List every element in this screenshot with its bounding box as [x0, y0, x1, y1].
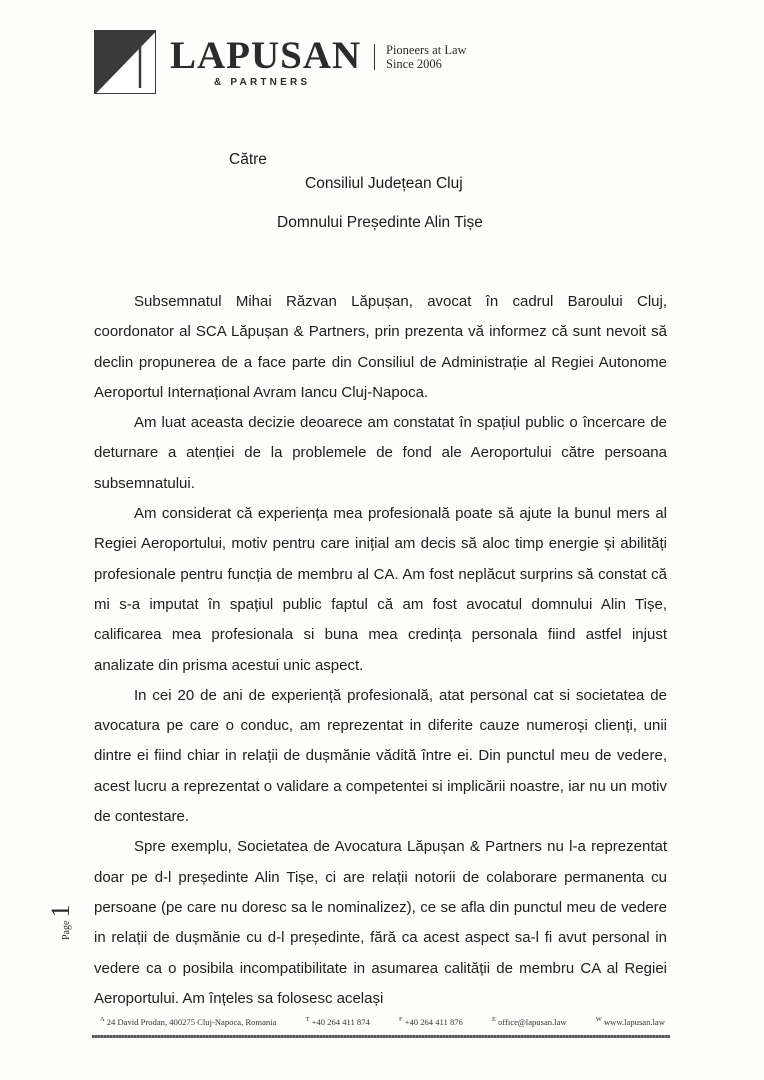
brand-subtitle: & PARTNERS [214, 77, 311, 88]
page-number-label [46, 905, 76, 940]
footer-fax: $^F$ +40 264 411 876 [398, 1016, 463, 1027]
footer-email: $^E$ office@lapusan.law [492, 1016, 567, 1027]
body-paragraph: Am considerat că experiența mea profesională poate să ajute la bunul mers al Regiei Aeroportului, motiv pentru care inițial am decis să aloc timp energie și abilități profesionale pentru funcția de membru al CA. Am fost neplăcut surprins să constat că mi s-a imputat în spațiul public faptul că am fost avocatul domnului Alin Tișe, calificarea mea profesionala si buna mea credința personala fiind astfel injust analizate din prisma acestui unic aspect. [94, 505, 667, 674]
salutation-to: Către [229, 151, 267, 168]
footer-phone: $^T$ +40 264 411 874 [305, 1016, 370, 1027]
tagline-line-2: Since 2006 [386, 57, 442, 71]
body-paragraph: Subsemnatul Mihai Răzvan Lăpușan, avocat în cadrul Baroului Cluj, coordonator al SCA Lăpușan & Partners, prin prezenta vă informez că sunt nevoit să declin propunerea de a face parte din Consiliul de Administrație al Regiei Autonome Aeroportul Internațional Avram Iancu Cluj-Napoca. [94, 293, 667, 401]
tagline-line-1: Pioneers at Law [386, 43, 467, 57]
footer-address: $^A$ 24 David Prodan, 400275 Cluj-Napoca, Romania [100, 1016, 277, 1027]
body-paragraph: In cei 20 de ani de experiență profesională, atat personal cat si societatea de avocatura pe care o conduc, am reprezentat in diferite cauze numeroși clienți, unii dintre ei fiind chiar in relații de dușmănie vădită între ei. Din punctul meu de vedere, acest lucru a reprezentat o validare a competentei si implicării noastre, iar nu un motiv de contestare. [94, 686, 667, 826]
page-number: 1 [46, 904, 75, 918]
tagline-divider [374, 44, 375, 70]
body-paragraph: Spre exemplu, Societatea de Avocatura Lăpușan & Partners nu l-a reprezentat doar pe d-l președinte Alin Tișe, ci are relații notorii de colaborare permanenta cu persoane (pe care nu doresc sa le nominalizez), ce se afla din punctul meu de vedere in relații de dușmănie cu d-l președinte, fără ca acest aspect sa-l fi avut personal in vedere ca o posibila incompatibilitate in asumarea calității de membru CA al Regiei Aeroportului. Am înțeles sa folosesc același [94, 838, 667, 1007]
tagline [386, 43, 467, 71]
lapusan-logo-mark-icon [94, 30, 156, 94]
salutation-addressee: Domnului Președinte Alin Tișe [277, 214, 483, 231]
letter-body [94, 287, 667, 1014]
footer-rule [92, 1035, 670, 1038]
footer-website: $^W$ www.lapusan.law [595, 1016, 665, 1027]
footer-contact [100, 1016, 665, 1027]
brand-name: LAPUSAN [170, 34, 362, 77]
page-word: Page [61, 920, 72, 940]
salutation-recipient: Consiliul Județean Cluj [305, 175, 463, 192]
body-paragraph: Am luat aceasta decizie deoarece am constatat în spațiul public o încercare de deturnare a atenției de la problemele de fond ale Aeroportului către persoana subsemnatului. [94, 414, 667, 492]
